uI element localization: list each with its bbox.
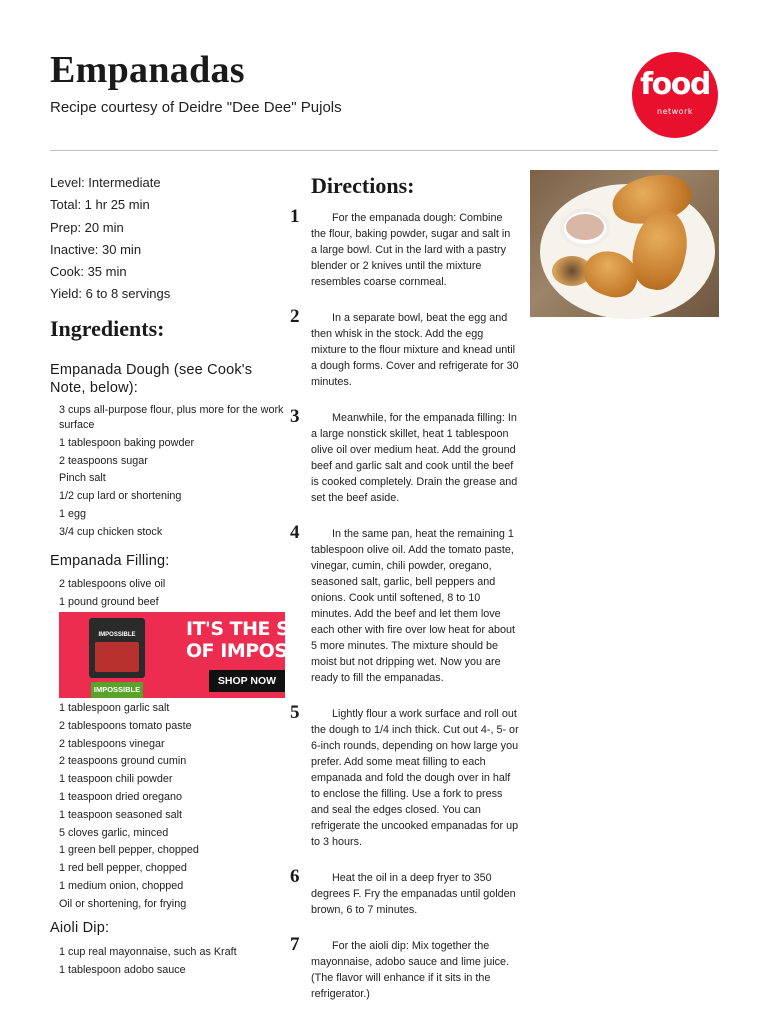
list-item: 1 teaspoon seasoned salt — [59, 808, 183, 821]
filling-list-top — [59, 577, 291, 613]
ad-shop-now-button[interactable]: SHOP NOW — [209, 670, 285, 692]
list-item: 1 medium onion, chopped — [59, 879, 184, 892]
list-item: Pinch salt — [59, 472, 106, 485]
list-item: 1 tablespoon adobo sauce — [59, 963, 186, 976]
direction-step — [290, 866, 519, 918]
meta-prep: Prep: 20 min — [50, 219, 124, 235]
list-item: 2 tablespoons vinegar — [59, 737, 165, 750]
empanadas-photo — [530, 170, 719, 317]
list-item: 1 egg — [59, 507, 87, 520]
directions-heading: Directions: — [311, 173, 415, 198]
aioli-list — [59, 945, 291, 981]
step-number: 3 — [290, 406, 300, 427]
impossible-ad-banner[interactable] — [59, 612, 323, 698]
directions-list — [290, 206, 519, 1002]
ad-pack-image — [95, 642, 139, 672]
filling-heading: Empanada Filling: — [50, 553, 170, 569]
direction-step — [290, 206, 519, 290]
direction-step — [290, 522, 519, 686]
list-item: 2 tablespoons tomato paste — [59, 719, 192, 732]
ingredients-heading: Ingredients: — [50, 316, 165, 341]
meta-cook: Cook: 35 min — [50, 264, 127, 280]
list-item: 2 tablespoons olive oil — [59, 578, 166, 590]
ad-headline — [186, 618, 323, 662]
step-number: 6 — [290, 866, 300, 887]
aioli-heading: Aioli Dip: — [50, 920, 110, 936]
list-item: 3 cups all-purpose flour, plus more for the work surface — [59, 404, 284, 431]
dough-heading: Empanada Dough (see Cook's Note, below): — [50, 362, 253, 396]
step-number: 2 — [290, 306, 300, 327]
header-divider — [50, 150, 718, 151]
list-item: 1 teaspoon chili powder — [59, 773, 173, 786]
step-number: 7 — [290, 934, 300, 955]
list-item: Oil or shortening, for frying — [59, 897, 187, 910]
step-text: For the empanada dough: Combine the flour, baking powder, sugar and salt in a large bowl. Cut in the lard with a pastry blender or 2 knives until the mixture resembles coarse cornmeal. — [311, 212, 511, 288]
step-text: For the aioli dip: Mix together the mayonnaise, adobo sauce and lime juice. (The flavor will enhance if it sits in the refrigerator.) — [311, 940, 510, 1000]
list-item: 1 red bell pepper, chopped — [59, 862, 187, 875]
list-item: 1 teaspoon dried oregano — [59, 790, 183, 803]
list-item: 1 tablespoon garlic salt — [59, 702, 170, 714]
recipe-title: Empanadas — [50, 49, 245, 91]
dough-list — [59, 403, 291, 543]
direction-step — [290, 934, 519, 1002]
list-item: 1 cup real mayonnaise, such as Kraft — [59, 946, 237, 958]
logo-word: food — [640, 67, 710, 102]
list-item: 2 teaspoons sugar — [59, 454, 148, 467]
ad-product-pack — [89, 618, 145, 678]
ad-headline-line2: OF IMPOSSI — [186, 640, 307, 662]
logo-subtext: network — [657, 107, 693, 116]
direction-step — [290, 406, 519, 506]
list-item: 1/2 cup lard or shortening — [59, 490, 182, 503]
list-item: 1 tablespoon baking powder — [59, 436, 195, 449]
step-number: 4 — [290, 522, 300, 543]
step-text: In the same pan, heat the remaining 1 tablespoon olive oil. Add the tomato paste, vinegar, cumin, chili powder, oregano, seasoned salt, garlic, bell peppers and onions. Cook until softened, 8 to 10 minutes. Add the beef and let them love each other with fire over low heat for about 5 more minutes. The mixture should be moist but not dripping wet. Now you are ready to fill the empanadas. — [311, 528, 516, 684]
direction-step — [290, 306, 519, 390]
recipe-courtesy: Recipe courtesy of Deidre "Dee Dee" Pujols — [50, 99, 342, 116]
recipe-meta — [50, 172, 170, 306]
list-item: 1 pound ground beef — [59, 595, 159, 608]
meta-level: Level: Intermediate — [50, 175, 161, 190]
direction-step — [290, 702, 519, 850]
list-item: 1 green bell pepper, chopped — [59, 844, 199, 857]
step-text: In a separate bowl, beat the egg and then whisk in the stock. Add the egg mixture to the flour mixture and knead until a dough forms. Cover and refrigerate for 30 minutes. — [311, 312, 519, 388]
step-text: Lightly flour a work surface and roll out the dough to 1/4 inch thick. Cut out 4-, 5- or 6-inch rounds, depending on how large you prefer. Add some meat filling to each empanada and fold the dough over in half to enclose the filling. Use a fork to press and seal the edges closed. You can refrigerate the uncooked empanadas for up to 3 hours. — [311, 708, 519, 848]
step-number: 1 — [290, 206, 300, 227]
ad-pack-label: IMPOSSIBLE — [98, 632, 136, 638]
meta-inactive: Inactive: 30 min — [50, 241, 142, 257]
filling-list-bottom — [59, 701, 291, 915]
list-item: 2 teaspoons ground cumin — [59, 755, 187, 768]
ad-brand-strip: IMPOSSIBLE — [91, 682, 143, 698]
step-number: 5 — [290, 702, 300, 723]
list-item: 5 cloves garlic, minced — [59, 826, 169, 839]
step-text: Meanwhile, for the empanada filling: In a large nonstick skillet, heat 1 tablespoon olive oil over medium heat. Add the ground beef and garlic salt and cook until the beef is cooked completely. Drain the grease and set the beef aside. — [311, 412, 518, 504]
ad-headline-line1: IT'S THE SUM — [186, 618, 323, 640]
meta-yield: Yield: 6 to 8 servings — [50, 286, 171, 302]
food-network-logo[interactable] — [632, 52, 718, 138]
aioli-sauce-shape — [566, 214, 604, 240]
list-item: 3/4 cup chicken stock — [59, 525, 163, 538]
meta-total: Total: 1 hr 25 min — [50, 197, 150, 213]
step-text: Heat the oil in a deep fryer to 350 degrees F. Fry the empanadas until golden brown, 6 to 7 minutes. — [311, 872, 516, 916]
